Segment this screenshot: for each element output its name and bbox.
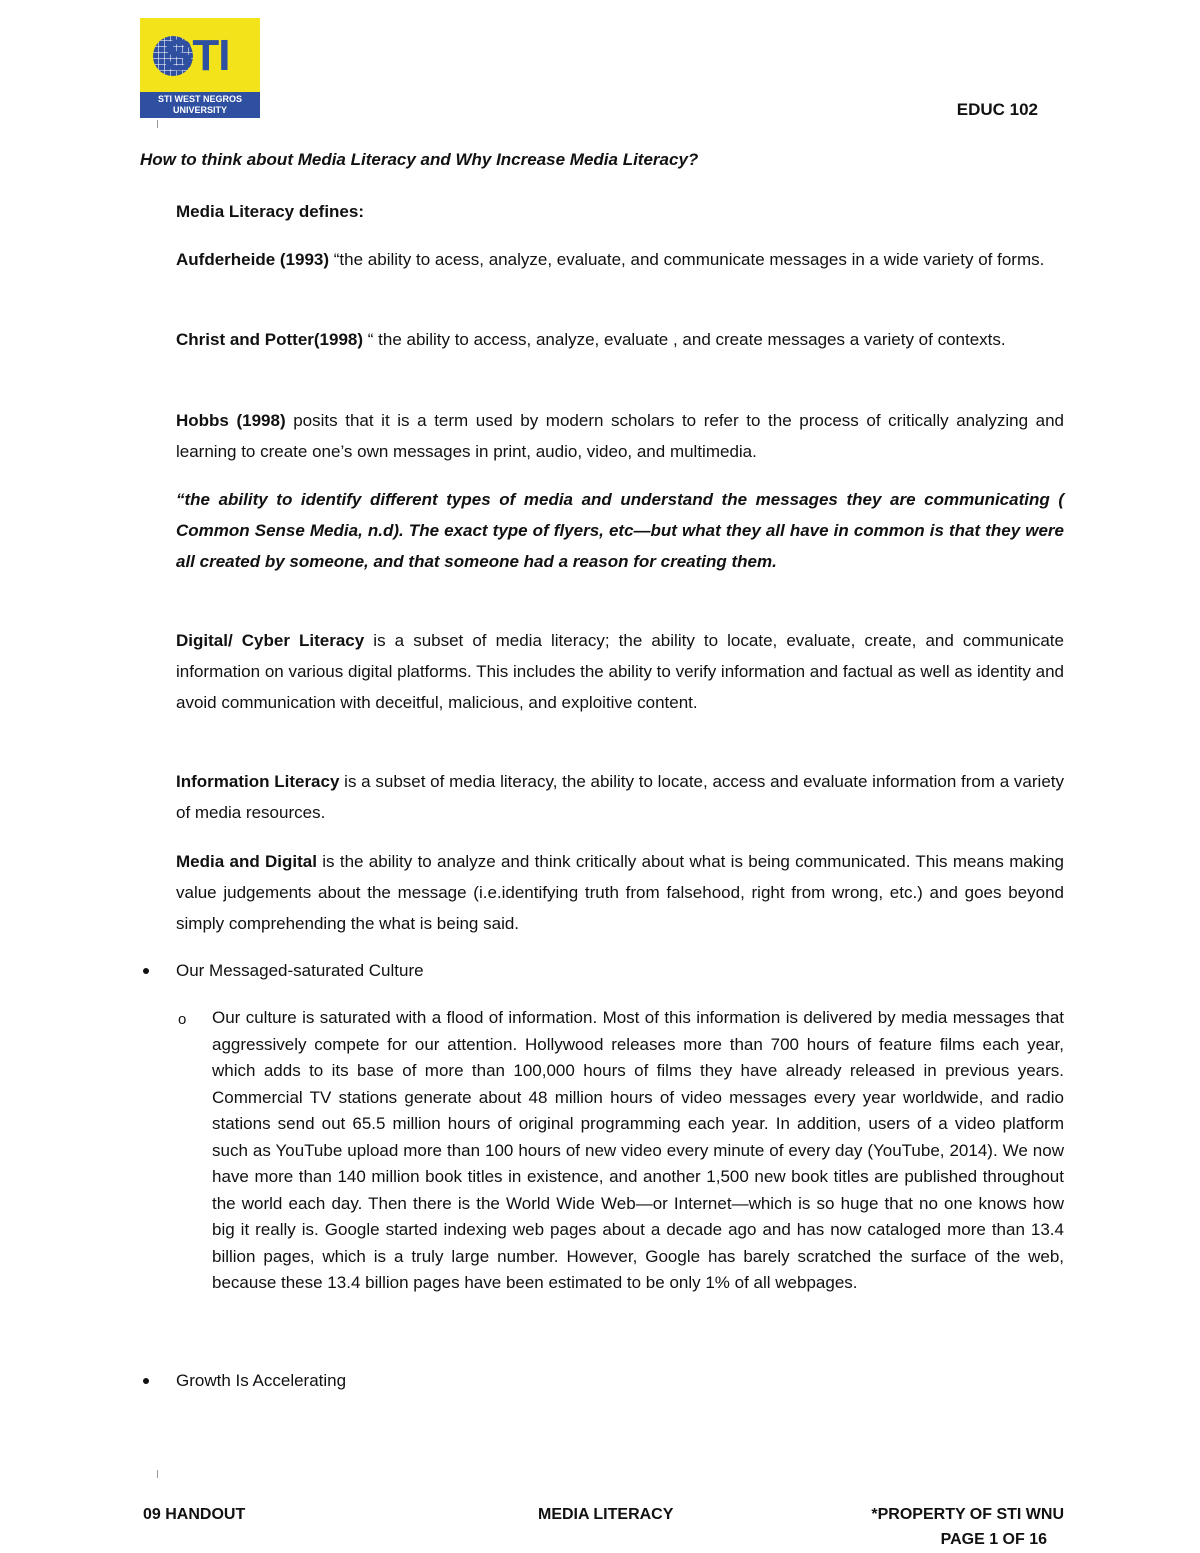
culture-paragraph: Our culture is saturated with a flood of information. Most of this information is delivered by media messages that aggressively compete for our attention. Hollywood releases more than 700 hours of feature films each year, which adds to its base of more than 100,000 hours of films they have already released in previous years. Commercial TV stations generate about 48 million hours of video messages every year worldwide, and radio stations send out 65.5 million hours of original programming each year. In addition, users of a video platform such as YouTube upload more than 100 hours of new video every minute of every day (YouTube, 2014). We now have more than 140 million book titles in existence, and another 1,500 new book titles are published throughout the world each day. Then there is the World Wide Web—or Internet—which is so huge that no one knows how big it really is. Google started indexing web pages about a decade ago and has now cataloged more than 13.4 billion pages, which is a truly large number. However, Google has barely scratched the surface of the web, because these 13.4 billion pages have been estimated to be only 1% of all webpages. (212, 1008, 1064, 1292)
footer-property: *PROPERTY OF STI WNU (871, 1506, 1064, 1523)
sub-bullet-icon: o (178, 1011, 187, 1028)
page-number: PAGE 1 OF 16 (940, 1531, 1047, 1548)
definition-term: Media and Digital (176, 852, 317, 871)
definition-text: is a subset of media literacy, the ability to locate, access and evaluate information from a variety of media resources. (176, 772, 1064, 822)
defines-heading-text: Media Literacy defines: (176, 202, 365, 221)
definition-term: Hobbs (1998) (176, 411, 286, 430)
footer-subject: MEDIA LITERACY (538, 1506, 674, 1523)
definition-term: Christ and Potter(1998) (176, 330, 364, 349)
definition-term: Information Literacy (176, 772, 340, 791)
media-and-digital (176, 846, 1064, 939)
footer-handout: 09 HANDOUT (143, 1506, 246, 1523)
course-code: EDUC 102 (956, 100, 1038, 119)
information-literacy (176, 766, 1064, 828)
page-title: How to think about Media Literacy and Why Increase Media Literacy? (140, 150, 699, 169)
logo-subtitle: STI WEST NEGROS UNIVERSITY (140, 92, 260, 118)
bullet-growth-accelerating: Growth Is Accelerating (176, 1371, 347, 1390)
definition-christ-potter (176, 324, 1064, 355)
bullet-icon (143, 968, 149, 974)
definition-term: Digital/ Cyber Literacy (176, 631, 365, 650)
definition-text: is a subset of media literacy; the ability to locate, evaluate, create, and communicate information on various digital platforms. This includes the ability to verify information and factual as well as identity and avoid communication with deceitful, malicious, and exploitive content. (176, 631, 1064, 712)
digital-cyber-literacy (176, 625, 1064, 718)
footer-margin-mark (157, 1470, 158, 1478)
bullet-icon (143, 1378, 149, 1384)
logo-wordmark: STI (164, 31, 230, 80)
definition-aufderheide (176, 244, 1064, 275)
header-margin-mark (157, 120, 158, 128)
defines-heading (176, 196, 1064, 227)
common-sense-quote: “the ability to identify different types of media and understand the messages they are communicating ( Common Sense Media, n.d). The exact type of flyers, etc—but what they all have in common is that they were all created by someone, and that someone had a reason for creating them. (176, 490, 1064, 571)
university-logo (140, 18, 260, 118)
definition-text: “the ability to acess, analyze, evaluate, and communicate messages in a wide variety of forms. (329, 250, 1045, 269)
definition-text: is the ability to analyze and think critically about what is being communicated. This means making value judgements about the message (i.e.identifying truth from falsehood, right from wrong, etc.) and goes beyond simply comprehending the what is being said. (176, 852, 1064, 933)
bullet-message-saturated-culture: Our Messaged-saturated Culture (176, 961, 424, 980)
definition-text: posits that it is a term used by modern scholars to refer to the process of critically analyzing and learning to create one’s own messages in print, audio, video, and multimedia. (176, 411, 1064, 461)
definition-hobbs (176, 405, 1064, 467)
definition-term: Aufderheide (1993) (176, 250, 330, 269)
definition-text: “ the ability to access, analyze, evaluate , and create messages a variety of contexts. (363, 330, 1006, 349)
